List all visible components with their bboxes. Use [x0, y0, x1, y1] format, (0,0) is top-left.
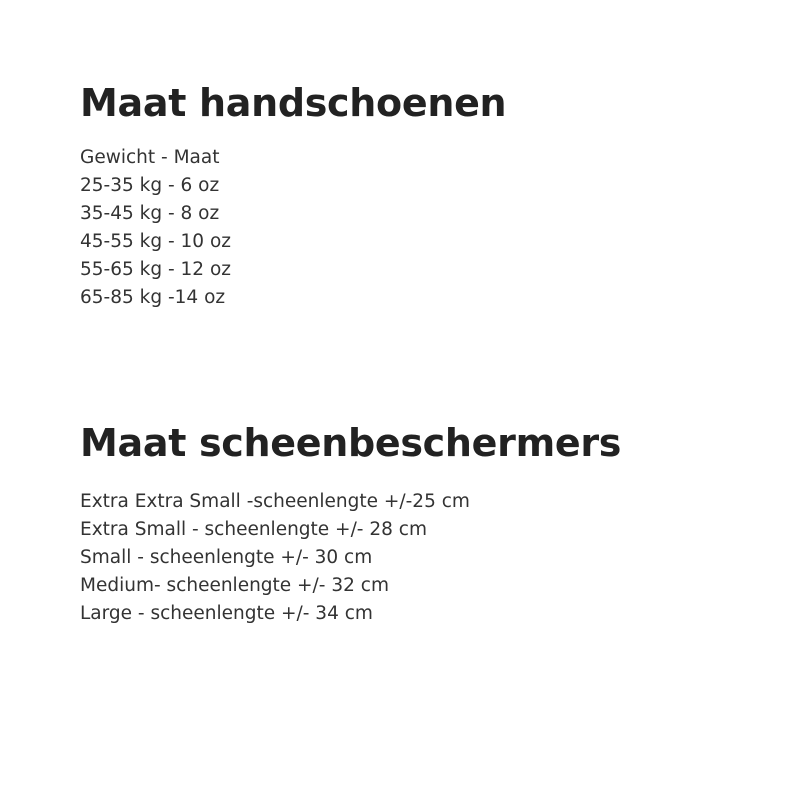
shin-guard-size-row: Small - scheenlengte +/- 30 cm: [80, 547, 373, 568]
gloves-size-section: [80, 80, 506, 312]
shin-guard-size-row: Large - scheenlengte +/- 34 cm: [80, 603, 373, 624]
gloves-size-row: 65-85 kg -14 oz: [80, 287, 226, 308]
gloves-size-list: [80, 144, 506, 312]
gloves-size-header: Gewicht - Maat: [80, 147, 220, 168]
gloves-size-row: 25-35 kg - 6 oz: [80, 175, 220, 196]
shin-guard-size-row: Extra Extra Small -scheenlengte +/-25 cm: [80, 491, 470, 512]
shin-guard-size-title: Maat scheenbeschermers: [80, 421, 622, 465]
gloves-size-row: 55-65 kg - 12 oz: [80, 259, 231, 280]
shin-guard-size-section: [80, 420, 621, 628]
gloves-size-row: 35-45 kg - 8 oz: [80, 203, 220, 224]
shin-guard-size-row: Extra Small - scheenlengte +/- 28 cm: [80, 519, 427, 540]
shin-guard-size-row: Medium- scheenlengte +/- 32 cm: [80, 575, 389, 596]
shin-guard-size-list: [80, 488, 621, 628]
gloves-size-title: Maat handschoenen: [80, 81, 507, 125]
gloves-size-row: 45-55 kg - 10 oz: [80, 231, 231, 252]
